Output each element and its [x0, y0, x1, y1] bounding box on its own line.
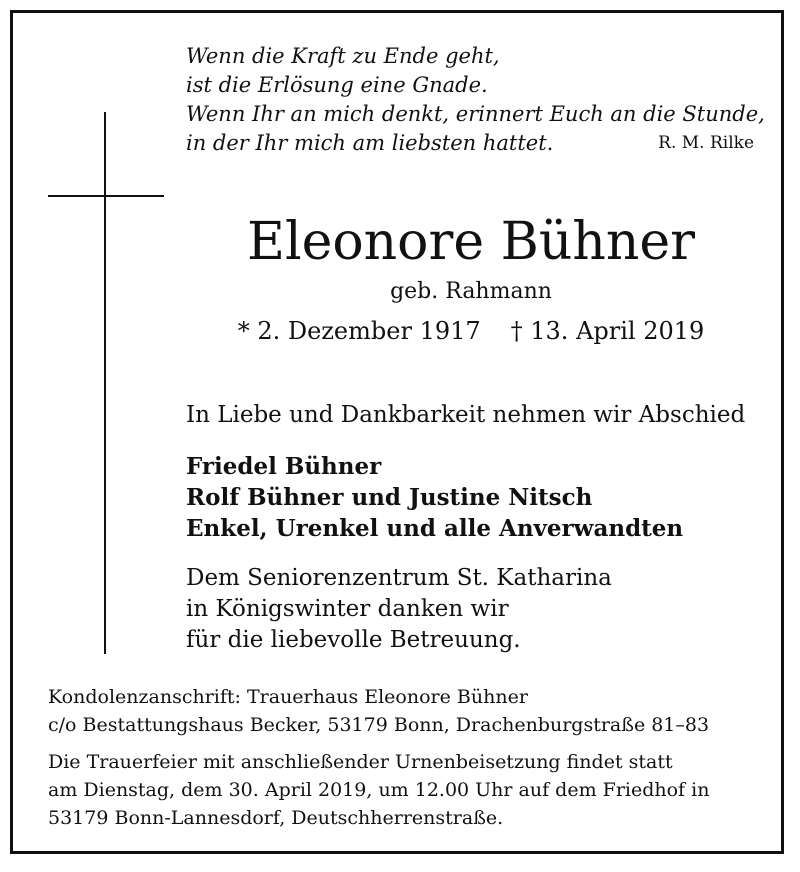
thanks-text: [186, 563, 612, 656]
mourner-name: Friedel Bühner: [186, 453, 382, 480]
address-line: c/o Bestattungshaus Becker, 53179 Bonn, Drachenburgstraße 81–83: [48, 714, 710, 736]
deceased-name: Eleonore Bühner: [247, 212, 695, 272]
thanks-line: für die liebevolle Betreuung.: [186, 627, 521, 653]
life-dates: [186, 314, 756, 348]
funeral-service-info: [48, 748, 754, 832]
thanks-line: in Königswinter danken wir: [186, 596, 509, 622]
poem-author: R. M. Rilke: [658, 133, 754, 153]
maiden-name: geb. Rahmann: [390, 279, 552, 304]
poem-line: Wenn die Kraft zu Ende geht,: [186, 44, 500, 68]
death-date: † 13. April 2019: [510, 317, 705, 345]
condolence-address: [48, 683, 754, 739]
farewell-text: In Liebe und Dankbarkeit nehmen wir Abschied: [186, 402, 746, 428]
poem-block: [186, 42, 765, 158]
poem-line: in der Ihr mich am liebsten hattet.: [186, 131, 554, 155]
service-line: Die Trauerfeier mit anschließender Urnenbeisetzung findet statt: [48, 751, 673, 773]
poem-line: ist die Erlösung eine Gnade.: [186, 73, 488, 97]
service-line: 53179 Bonn-Lannesdorf, Deutschherrenstraße.: [48, 807, 504, 829]
thanks-line: Dem Seniorenzentrum St. Katharina: [186, 565, 612, 591]
service-line: am Dienstag, dem 30. April 2019, um 12.00 Uhr auf dem Friedhof in: [48, 779, 710, 801]
cross-vertical-bar: [104, 112, 106, 654]
poem-line: Wenn Ihr an mich denkt, erinnert Euch an die Stunde,: [186, 102, 765, 126]
mourners-list: [186, 451, 683, 544]
mourner-name: Enkel, Urenkel und alle Anverwandten: [186, 515, 684, 542]
address-line: Kondolenzanschrift: Trauerhaus Eleonore Bühner: [48, 686, 528, 708]
mourner-name: Rolf Bühner und Justine Nitsch: [186, 484, 593, 511]
birth-date: * 2. Dezember 1917: [237, 317, 481, 345]
cross-horizontal-bar: [48, 195, 164, 197]
